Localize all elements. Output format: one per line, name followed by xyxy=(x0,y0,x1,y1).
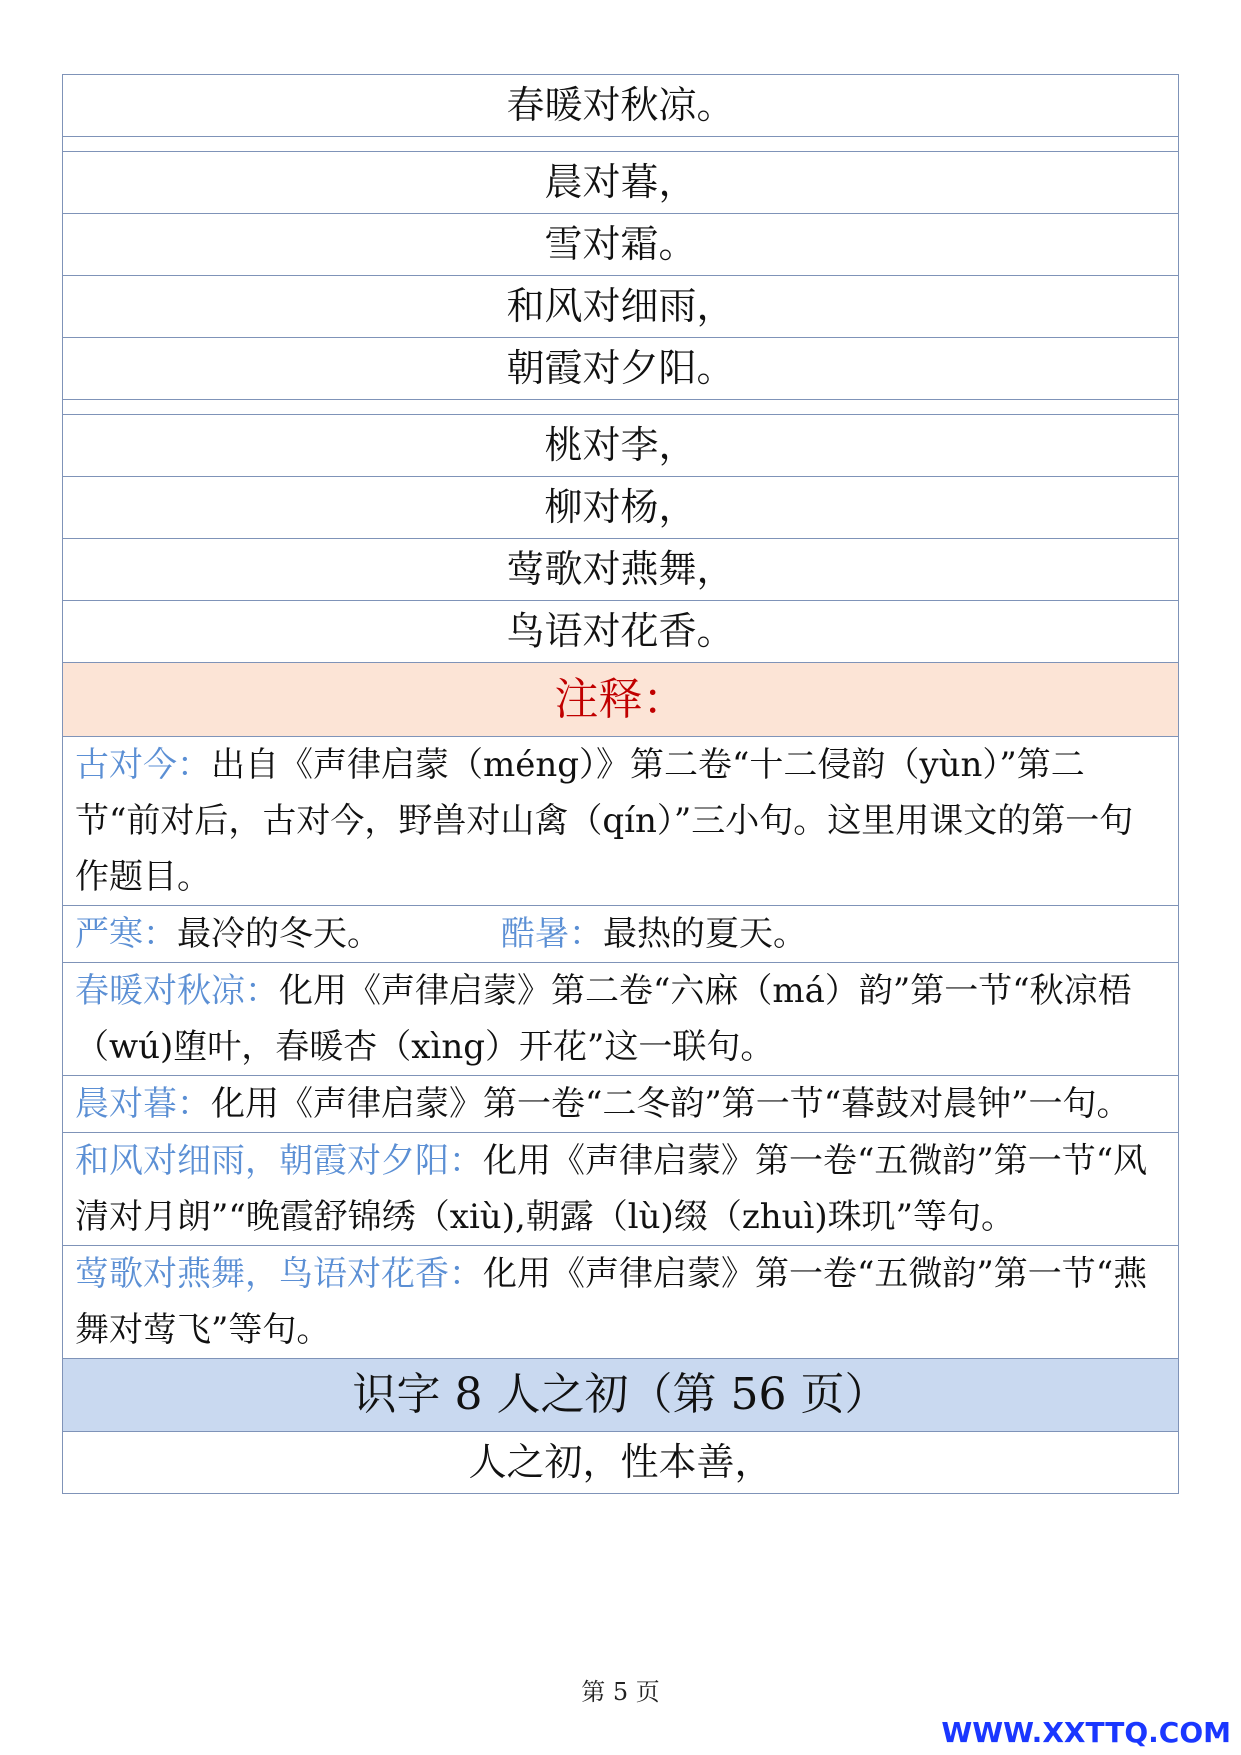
poem-line-row xyxy=(63,601,1179,663)
poem-line: 桃对李， xyxy=(63,415,1179,477)
note-text: 最冷的冬天。 xyxy=(177,914,381,954)
poem-line: 和风对细雨， xyxy=(63,276,1179,338)
note-cell xyxy=(63,963,1179,1076)
note-term: 莺歌对燕舞，鸟语对花香： xyxy=(75,1254,483,1294)
poem-line-row xyxy=(63,477,1179,539)
note-term: 和风对细雨，朝霞对夕阳： xyxy=(75,1141,483,1181)
poem-line: 朝霞对夕阳。 xyxy=(63,338,1179,400)
poem-line: 莺歌对燕舞， xyxy=(63,539,1179,601)
note-cell xyxy=(63,906,1179,963)
watermark: WWW.XXTTQ.COM xyxy=(941,1716,1231,1749)
note-term: 酷暑： xyxy=(501,914,603,954)
poem-line: 人之初，性本善， xyxy=(63,1432,1179,1494)
note-row xyxy=(63,1076,1179,1133)
note-term: 晨对暮： xyxy=(75,1084,211,1124)
lesson-title: 识字 8 人之初（第 56 页） xyxy=(63,1359,1179,1432)
poem-line: 柳对杨， xyxy=(63,477,1179,539)
note-term: 春暖对秋凉： xyxy=(75,971,279,1011)
note-text: 最热的夏天。 xyxy=(603,914,807,954)
note-row xyxy=(63,963,1179,1076)
note-term: 严寒： xyxy=(75,914,177,954)
poem-line-row xyxy=(63,214,1179,276)
content-table xyxy=(62,74,1179,1494)
poem-line: 鸟语对花香。 xyxy=(63,601,1179,663)
notes-title: 注释： xyxy=(63,663,1179,737)
poem-line: 春暖对秋凉。 xyxy=(63,75,1179,137)
page-number: 第 5 页 xyxy=(581,1678,660,1706)
poem-line-row xyxy=(63,276,1179,338)
poem-line-row xyxy=(63,152,1179,214)
note-cell xyxy=(63,1246,1179,1359)
poem-line-row xyxy=(63,338,1179,400)
lesson-title-row xyxy=(63,1359,1179,1432)
spacer-row xyxy=(63,400,1179,415)
poem-line-row xyxy=(63,539,1179,601)
note-row xyxy=(63,737,1179,906)
spacer-row xyxy=(63,137,1179,152)
note-text: 出自《声律启蒙（méng）》第二卷“十二侵韵（yùn）”第二节“前对后，古对今，野兽对山禽（qín）”三小句。这里用课文的第一句作题目。 xyxy=(75,745,1134,897)
note-text: 化用《声律启蒙》第一卷“二冬韵”第一节“暮鼓对晨钟”一句。 xyxy=(211,1084,1131,1124)
notes-title-row xyxy=(63,663,1179,737)
note-row xyxy=(63,1246,1179,1359)
note-text: 化用《声律启蒙》第一卷“五微韵”第一节“风清对月朗”“晚霞舒锦绣（xiù),朝露（lù)缀（zhuì)珠玑”等句。 xyxy=(75,1141,1148,1237)
note-cell xyxy=(63,1076,1179,1133)
note-cell xyxy=(63,737,1179,906)
poem-line-row xyxy=(63,75,1179,137)
note-row xyxy=(63,1133,1179,1246)
poem-line: 晨对暮， xyxy=(63,152,1179,214)
note-text: 化用《声律启蒙》第二卷“六麻（má）韵”第一节“秋凉梧（wú)堕叶，春暖杏（xìng）开花”这一联句。 xyxy=(75,971,1132,1067)
poem-line-row xyxy=(63,1432,1179,1494)
note-text: 化用《声律启蒙》第一卷“五微韵”第一节“燕舞对莺飞”等句。 xyxy=(75,1254,1148,1350)
note-cell xyxy=(63,1133,1179,1246)
poem-line-row xyxy=(63,415,1179,477)
poem-line: 雪对霜。 xyxy=(63,214,1179,276)
note-term: 古对今： xyxy=(75,745,211,785)
note-row xyxy=(63,906,1179,963)
